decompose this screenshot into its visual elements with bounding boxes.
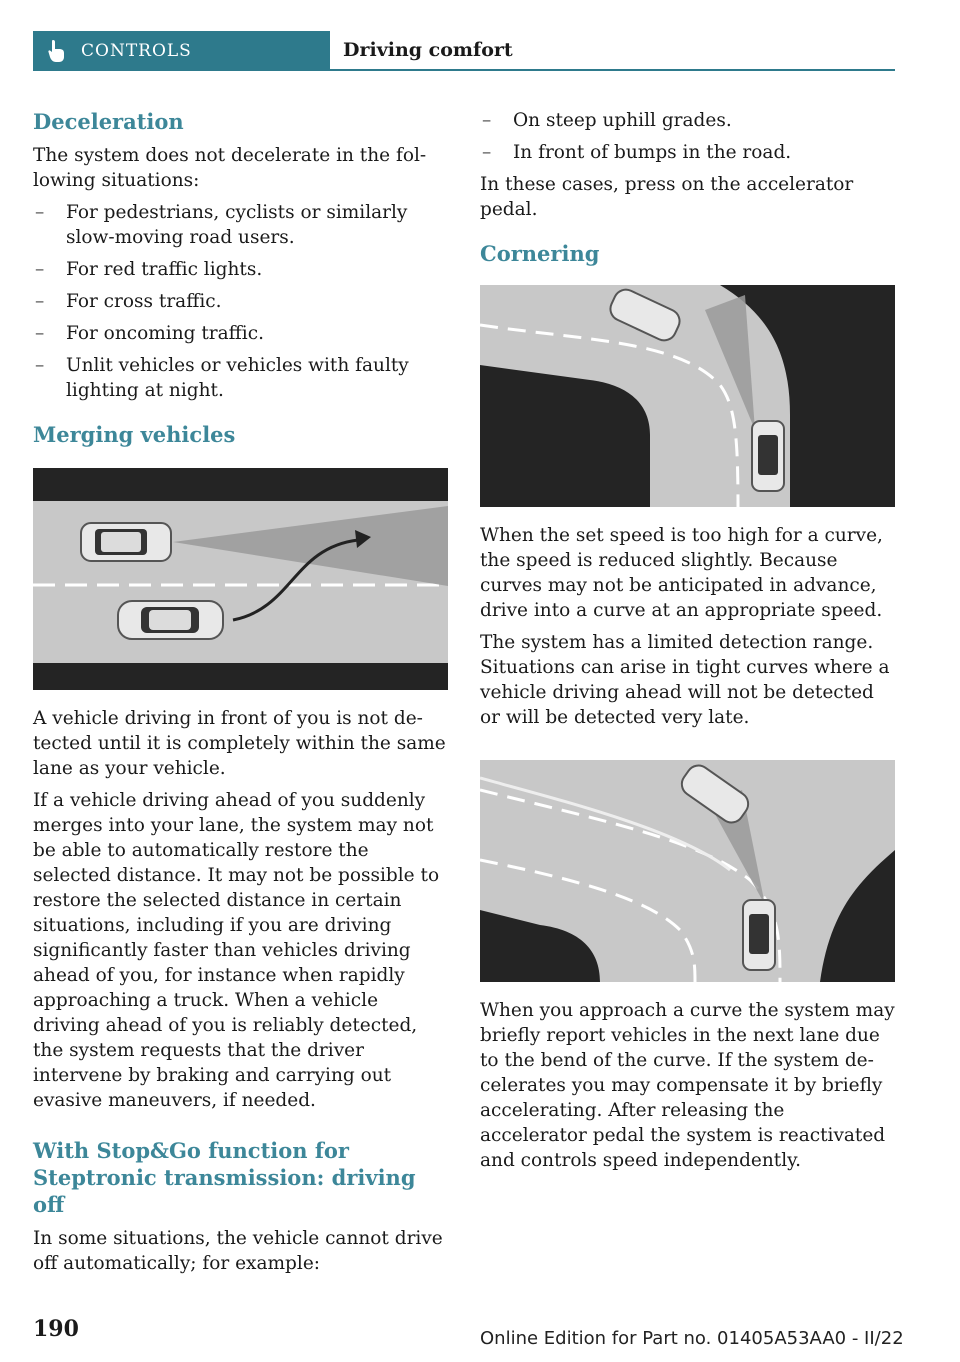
deceleration-heading: Deceleration [33,109,184,134]
left-column [33,108,448,1283]
stopgo-intro: In some situations, the vehicle cannot drive off automatically; for example: [33,1228,443,1274]
deceleration-list [33,200,448,403]
own-car [752,421,784,491]
cornering-paragraph-3: When you approach a curve the system may briefly report vehicles in the next lane due to the bend of the curve. If the system de‐celerates you may compensate it by briefly accelerating. After releasing the accelerator pedal the system is reactivated and controls speed independently. [480,1000,895,1171]
list-item: – For pedestrians, cyclists or similarly slow-moving road users. [33,200,448,250]
list-item: – On steep uphill grades. [480,108,895,133]
merging-heading: Merging vehicles [33,422,236,447]
list-item: – For red traffic lights. [33,257,448,282]
header-rule [330,69,895,71]
right-column [480,108,895,1180]
own-car [743,900,775,970]
merging-paragraph-1: A vehicle driving in front of you is not de‐tected until it is completely within the same lane as your vehicle. [33,708,446,779]
deceleration-intro: The system does not decelerate in the fol‐lowing situations: [33,145,427,191]
merging-car [118,601,223,639]
merging-vehicles-illustration [33,468,448,690]
page-number: 190 [33,1316,79,1342]
cornering-illustration-2 [480,760,895,982]
page-header [33,31,895,71]
list-item: – In front of bumps in the road. [480,140,895,165]
chapter-title: Driving comfort [343,39,513,61]
cornering-heading: Cornering [480,241,600,266]
stopgo-outro: In these cases, press on the accelerator pedal. [480,174,854,220]
list-item: – For cross traffic. [33,289,448,314]
cornering-illustration-1 [480,285,895,507]
list-item: – Unlit vehicles or vehicles with faulty lighting at night. [33,353,448,403]
stopgo-list [480,108,895,165]
stopgo-heading: With Stop&Go function for Steptronic transmission: driving off [33,1138,416,1217]
section-label: CONTROLS [81,41,192,61]
cornering-paragraph-1: When the set speed is too high for a curve, the speed is reduced slightly. Because curves may not be anticipated in advance, drive into a curve at an appropriate speed. [480,525,883,621]
own-car [81,523,171,561]
pointing-hand-icon [47,39,67,63]
footer-edition: Online Edition for Part no. 01405A53AA0 - II/22 [480,1328,904,1349]
section-tab [33,31,330,71]
merging-paragraph-2: If a vehicle driving ahead of you suddenly merges into your lane, the system may not be able to automatically restore the selected distance. It may not be possible to restore the selected distance in certain situations, including if you are driving significantly faster than vehicles driving ahead of you, for instance when rapidly approaching a truck. When a vehicle driving ahead of you is reliably detected, the system requests that the driver intervene by braking and carrying out evasive maneuvers, if needed. [33,790,440,1111]
cornering-paragraph-2: The system has a limited detection range. Situations can arise in tight curves where a vehicle driving ahead will not be detected or will be detected very late. [480,632,890,728]
list-item: – For oncoming traffic. [33,321,448,346]
